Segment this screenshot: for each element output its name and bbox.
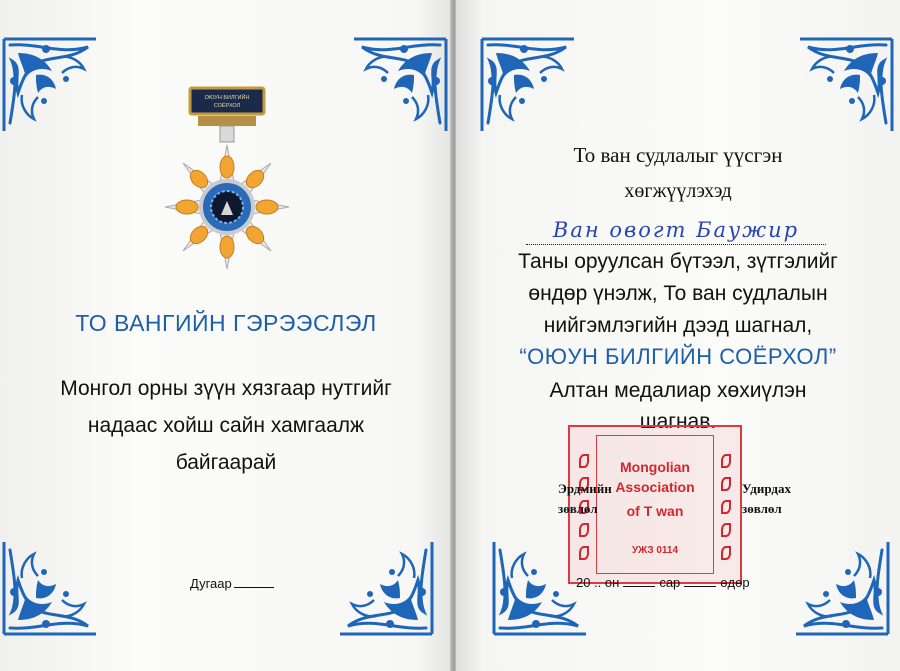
date-blank: [623, 586, 655, 587]
number-label: Дугаар: [190, 576, 232, 591]
signature-label-academic-council: [558, 479, 612, 519]
corner-ornament-icon: [336, 538, 436, 638]
motto-line: байгаарай: [175, 451, 277, 474]
text-line: өндөр үнэлж, То ван судлалын: [528, 282, 828, 305]
corner-ornament-icon: [0, 35, 100, 135]
medal-icon: [150, 82, 300, 272]
corner-ornament-icon: [478, 35, 578, 135]
stamp-text: Mongolian: [620, 459, 690, 475]
text-line: хөгжүүлэхэд: [624, 180, 732, 202]
motto-line: Монгол орны зүүн хязгаар нутгийг: [60, 377, 392, 400]
recipient-handwritten: Ван овогт Баужир: [552, 218, 800, 242]
right-page: [456, 0, 900, 671]
certificate-number: [190, 576, 274, 591]
text-line: То ван судлалыг үүсгэн: [573, 143, 783, 167]
number-blank: [234, 587, 274, 588]
sig-label-line: зөвлөл: [558, 501, 598, 516]
svg-text:СОЁРХОЛ: СОЁРХОЛ: [213, 103, 241, 109]
motto-line: надаас хойш сайн хамгаалж: [87, 414, 365, 437]
stamp-text: УЖЗ 0114: [631, 545, 679, 556]
stamp-text: of T wan: [626, 503, 684, 519]
corner-ornament-icon: [796, 35, 896, 135]
text-line: Алтан медалиар хөхиүлэн: [549, 379, 807, 402]
date-blank: [684, 586, 716, 587]
date-line: [576, 575, 750, 590]
date-prefix: 20 .. он: [576, 575, 620, 590]
sig-label-line: зөвлөл: [742, 501, 782, 516]
motto: [0, 370, 452, 481]
text-line: шагнав.: [639, 410, 717, 433]
date-unit: өдөр: [720, 575, 750, 590]
recipient-name: [526, 218, 826, 245]
text-line: Таны оруулсан бүтээл, зүтгэлийг: [518, 250, 838, 273]
award-name: “ОЮУН БИЛГИЙН СОЁРХОЛ”: [519, 344, 837, 369]
corner-ornament-icon: [0, 538, 100, 638]
text-line: нийгэмлэгийн дээд шагнал,: [543, 314, 813, 337]
corner-ornament-icon: [792, 538, 892, 638]
svg-text:ОЮУН БИЛГИЙН: ОЮУН БИЛГИЙН: [204, 95, 250, 101]
sig-label-line: Эрдмийн: [558, 481, 612, 496]
signature-label-board: [742, 479, 791, 519]
corner-ornament-icon: [350, 35, 450, 135]
org-title: ТО ВАНГИЙН ГЭРЭЭСЛЭЛ: [75, 310, 377, 336]
sig-label-line: Удирдах: [742, 481, 791, 496]
date-unit: сар: [659, 575, 681, 590]
stamp-text: Association: [615, 479, 695, 495]
